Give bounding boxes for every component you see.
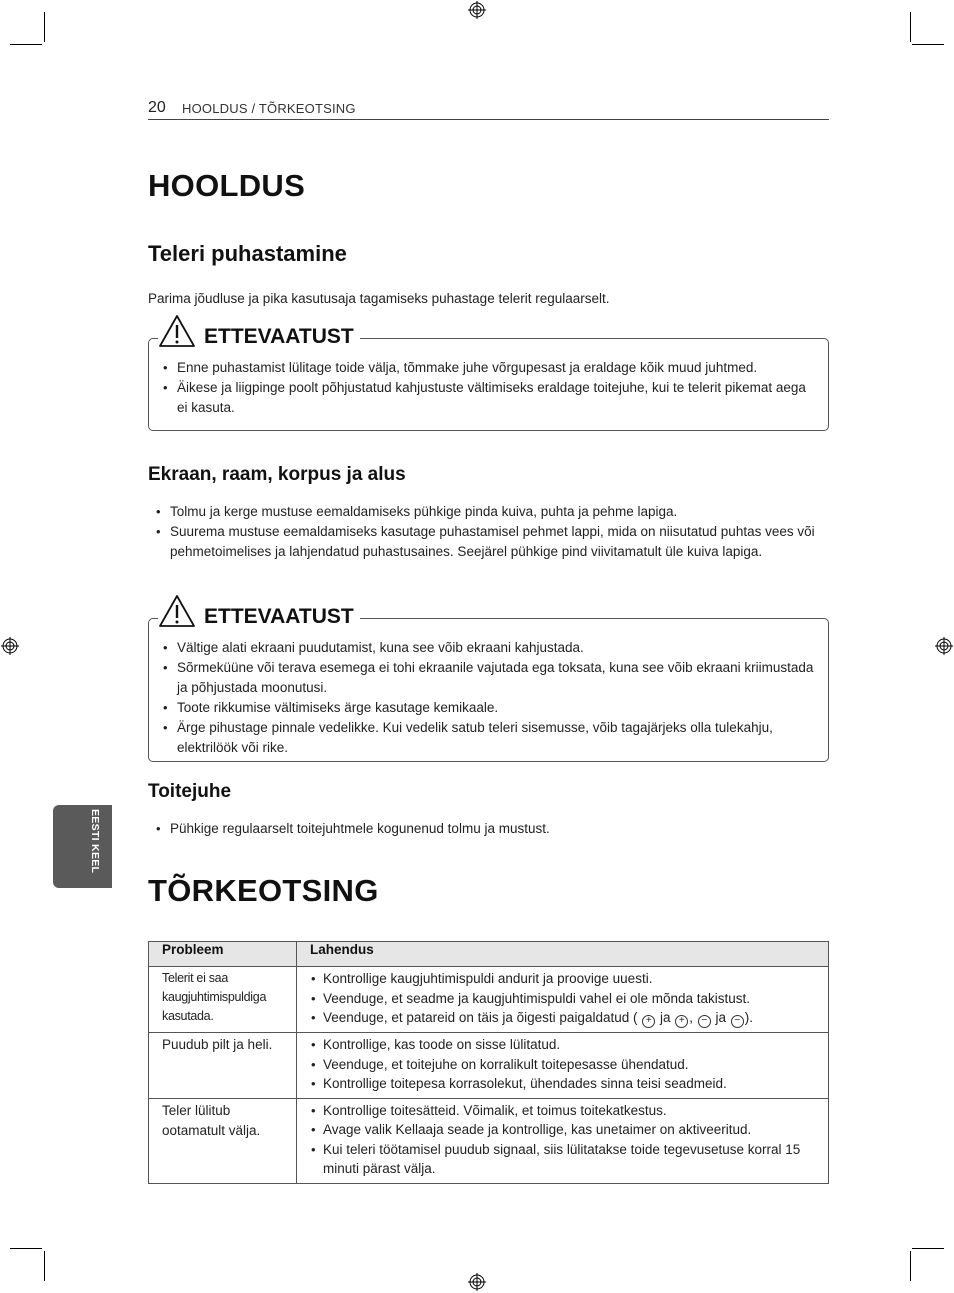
crop-mark: [10, 1248, 42, 1249]
column-header-solution: Lahendus: [297, 942, 829, 967]
list-item: • Enne puhastamist lülitage toide välja, tõmmake juhe võrgupesast ja eraldage kõik muud juhtmed.: [155, 358, 814, 378]
troubleshooting-table: [148, 941, 829, 1184]
plus-terminal-icon: +: [675, 1015, 688, 1028]
registration-mark-icon: [468, 1, 486, 19]
list-item: • Veenduge, et seadme ja kaugjuhtimispuldi vahel ei ole mõnda takistust.: [309, 989, 822, 1009]
list-item: • Pühkige regulaarselt toitejuhtmele kogunenud tolmu ja mustust.: [148, 819, 818, 839]
screen-list: [148, 502, 818, 562]
table-row: [149, 1098, 829, 1183]
crop-mark: [10, 44, 42, 45]
list-item: • Kontrollige kaugjuhtimispuldi andurit ja proovige uuesti.: [309, 969, 822, 989]
header-divider: [148, 119, 829, 120]
crop-mark: [44, 1251, 45, 1281]
running-header: HOOLDUS / TÕRKEOTSING: [182, 101, 356, 116]
caution-heading: ETTEVAATUST: [204, 325, 354, 348]
power-cord-list: [148, 819, 818, 839]
crop-mark: [912, 44, 944, 45]
crop-mark: [44, 12, 45, 42]
crop-mark: [910, 1251, 911, 1281]
battery-text: ja: [711, 1010, 730, 1025]
screen-heading: Ekraan, raam, korpus ja alus: [148, 464, 406, 485]
warning-triangle-icon: [158, 314, 196, 348]
solution-cell: [297, 967, 829, 1033]
crop-mark: [910, 12, 911, 42]
caution-list: [155, 638, 814, 758]
solution-list: [309, 1035, 822, 1094]
list-item: • Kontrollige toitesätteid. Võimalik, et toimus toitekatkestus.: [309, 1101, 822, 1121]
maintenance-title: HOOLDUS: [148, 168, 306, 203]
list-item: • Sõrmeküüne või terava esemega ei tohi ekraanile vajutada ega toksata, kuna see võib ekraani kriimustada ja põhjustada moonutusi.: [155, 658, 814, 698]
list-item: • Avage valik Kellaaja seade ja kontrollige, kas unetaimer on aktiveeritud.: [309, 1120, 822, 1140]
crop-mark: [912, 1248, 944, 1249]
caution-list: [155, 358, 814, 418]
column-header-problem: Probleem: [149, 942, 297, 967]
solution-cell: [297, 1033, 829, 1099]
plus-terminal-icon: +: [642, 1015, 655, 1028]
list-item: • Äikese ja liigpinge poolt põhjustatud kahjustuste vältimiseks eraldage toitejuhe, kui te telerit pikemat aega ei kasuta.: [155, 378, 814, 418]
table-row: [149, 967, 829, 1033]
list-item: • Vältige alati ekraani puudutamist, kuna see võib ekraani kahjustada.: [155, 638, 814, 658]
caution-label: [158, 314, 360, 348]
solution-list: [309, 969, 822, 1028]
list-item: • Veenduge, et toitejuhe on korralikult toitepesasse ühendatud.: [309, 1055, 822, 1075]
problem-cell: Puudub pilt ja heli.: [149, 1033, 297, 1099]
cleaning-heading: Teleri puhastamine: [148, 241, 347, 266]
caution-label: [158, 594, 360, 628]
caution-box: [148, 338, 829, 431]
list-item: • Suurema mustuse eemaldamiseks kasutage puhastamisel pehmet lappi, mida on niisutatud puhtas vees või pehmetoimelises ja lahjendatud puhastusaines. Seejärel pühkige pind viivitamatult üle kuiva lapiga.: [148, 522, 818, 562]
list-item: • Toote rikkumise vältimiseks ärge kasutage kemikaale.: [155, 698, 814, 718]
problem-cell: Teler lülitub ootamatult välja.: [149, 1098, 297, 1183]
battery-text: Veenduge, et patareid on täis ja õigesti paigaldatud (: [323, 1010, 638, 1025]
minus-terminal-icon: −: [698, 1015, 711, 1028]
registration-mark-icon: [468, 1273, 486, 1291]
list-item: • Ärge pihustage pinnale vedelikke. Kui vedelik satub teleri sisemusse, võib tagajärjeks olla tulekahju, elektrilöök või rike.: [155, 718, 814, 758]
registration-mark-icon: [935, 637, 953, 655]
list-item: • Kontrollige, kas toode on sisse lülitatud.: [309, 1035, 822, 1055]
caution-heading: ETTEVAATUST: [204, 605, 354, 628]
list-item: • Tolmu ja kerge mustuse eemaldamiseks pühkige pinda kuiva, puhta ja pehme lapiga.: [148, 502, 818, 522]
battery-text: ja: [656, 1010, 675, 1025]
language-tab: [53, 805, 112, 888]
battery-text: ).: [744, 1010, 754, 1025]
cleaning-intro: Parima jõudluse ja pika kasutusaja tagamiseks puhastage telerit regulaarselt.: [148, 291, 610, 306]
table-row: [149, 1033, 829, 1099]
problem-cell: Telerit ei saa kaugjuhtimispuldiga kasutada.: [149, 967, 297, 1033]
solution-cell: [297, 1098, 829, 1183]
power-cord-heading: Toitejuhe: [148, 781, 232, 802]
list-item: • Kontrollige toitepesa korrasolekut, ühendades sinna teisi seadmeid.: [309, 1074, 822, 1094]
registration-mark-icon: [1, 637, 19, 655]
battery-text: ,: [689, 1010, 697, 1025]
caution-box: [148, 618, 829, 762]
list-item: • Kui teleri töötamisel puudub signaal, siis lülitatakse toide tegevusetuse korral 15 minuti pärast välja.: [309, 1140, 822, 1179]
troubleshooting-title: TÕRKEOTSING: [148, 873, 379, 908]
table-header-row: [149, 942, 829, 967]
page-number: 20: [148, 99, 166, 116]
list-item: [309, 1008, 822, 1028]
language-tab-label: EESTI KEEL: [89, 809, 101, 874]
minus-terminal-icon: −: [731, 1015, 744, 1028]
warning-triangle-icon: [158, 594, 196, 628]
solution-list: [309, 1101, 822, 1179]
